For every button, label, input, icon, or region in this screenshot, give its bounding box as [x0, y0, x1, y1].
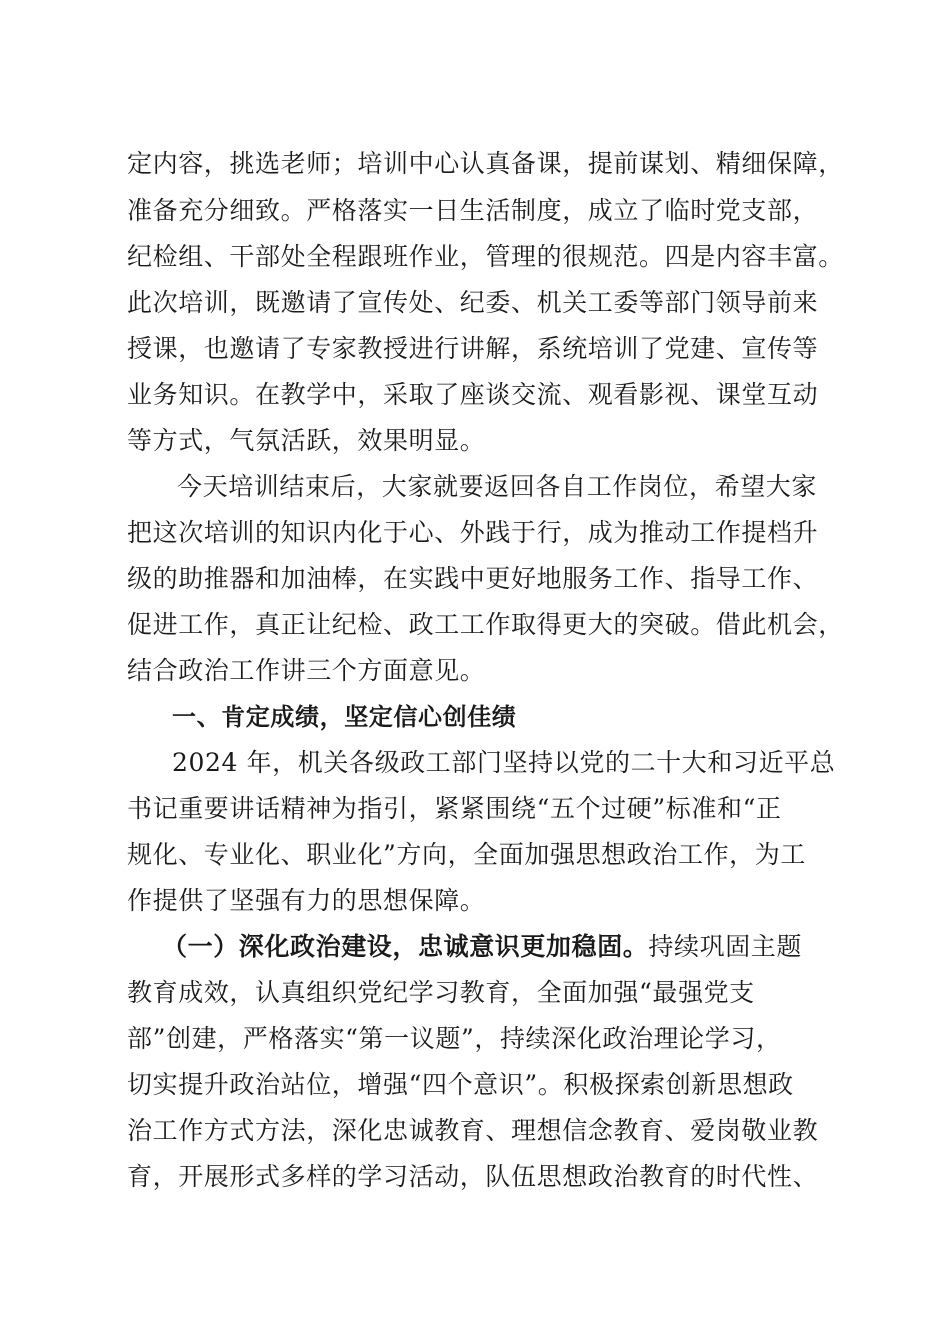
paragraph-1-line-2: 准备充分细致。严格落实一日生活制度，成立了临时党支部， — [127, 196, 819, 225]
paragraph-3-line-1: 2024 年，机关各级政工部门坚持以党的二十大和习近平总 — [172, 748, 836, 777]
paragraph-4-line-5: 治工作方式方法，深化忠诚教育、理想信念教育、爱岗敬业教 — [127, 1116, 819, 1145]
paragraph-4-line-1-rest: 持续巩固主题 — [648, 932, 803, 961]
paragraph-1-line-4: 此次培训，既邀请了宣传处、纪委、机关工委等部门领导前来 — [127, 288, 819, 317]
subsection-heading: （一）深化政治建设，忠诚意识更加稳固。 — [162, 932, 649, 961]
paragraph-3-line-4: 作提供了坚强有力的思想保障。 — [127, 886, 486, 915]
paragraph-2-line-1: 今天培训结束后，大家就要返回各自工作岗位，希望大家 — [177, 472, 818, 501]
paragraph-1-line-3: 纪检组、干部处全程跟班作业，管理的很规范。四是内容丰富。 — [127, 242, 844, 271]
paragraph-1-line-5: 授课，也邀请了专家教授进行讲解，系统培训了党建、宣传等 — [127, 334, 819, 363]
paragraph-1-line-1: 定内容，挑选老师；培训中心认真备课，提前谋划、精细保障， — [127, 149, 844, 178]
paragraph-4-line-6: 育，开展形式多样的学习活动，队伍思想政治教育的时代性、 — [127, 1162, 819, 1191]
paragraph-1-line-6: 业务知识。在教学中，采取了座谈交流、观看影视、课堂互动 — [127, 380, 819, 409]
paragraph-2-line-2: 把这次培训的知识内化于心、外践于行，成为推动工作提档升 — [127, 518, 819, 547]
paragraph-2-line-3: 级的助推器和加油棒，在实践中更好地服务工作、指导工作、 — [127, 564, 819, 593]
paragraph-4-line-1 — [0, 930, 950, 964]
paragraph-3-line-3: 规化、专业化、职业化”方向，全面加强思想政治工作，为工 — [127, 840, 806, 869]
paragraph-4-line-4: 切实提升政治站位，增强“四个意识”。积极探索创新思想政 — [127, 1070, 794, 1099]
paragraph-2-line-5: 结合政治工作讲三个方面意见。 — [127, 656, 486, 685]
paragraph-3-line-2: 书记重要讲话精神为指引，紧紧围绕“五个过硬”标准和“正 — [127, 794, 782, 823]
paragraph-2-line-4: 促进工作，真正让纪检、政工工作取得更大的突破。借此机会， — [127, 610, 844, 639]
paragraph-1-line-7: 等方式，气氛活跃，效果明显。 — [127, 426, 486, 455]
section-heading: 一、肯定成绩，坚定信心创佳绩 — [172, 703, 517, 731]
paragraph-4-line-3: 部”创建，严格落实“第一议题”，持续深化政治理论学习， — [127, 1024, 782, 1053]
paragraph-4-line-2: 教育成效，认真组织党纪学习教育，全面加强“最强党支 — [127, 978, 755, 1007]
